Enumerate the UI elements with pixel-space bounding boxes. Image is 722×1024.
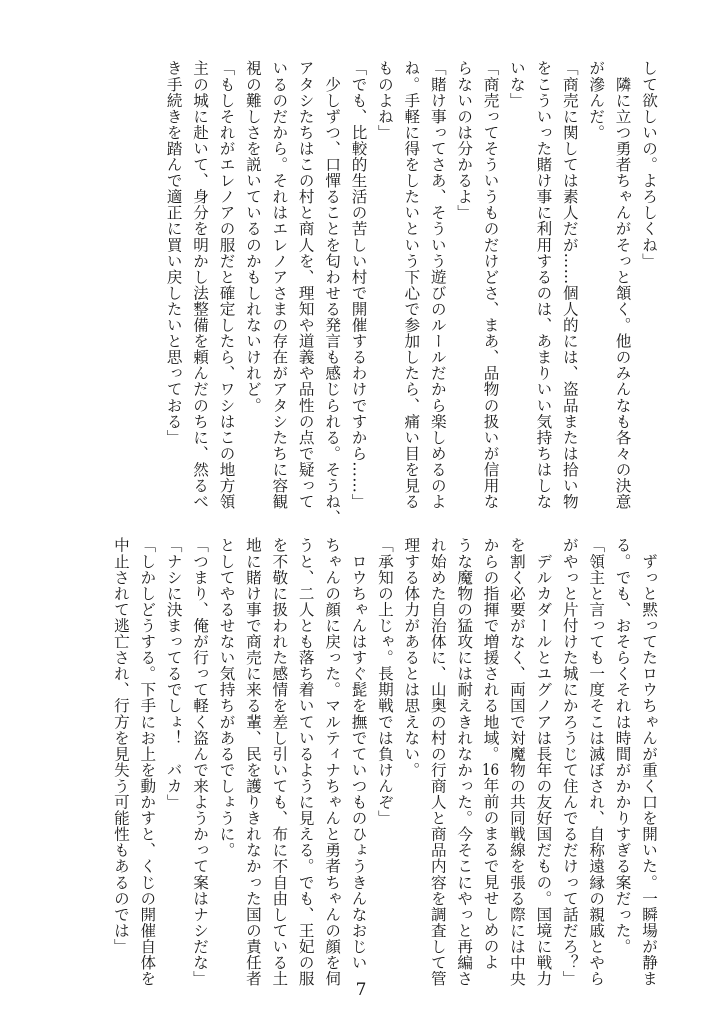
text-column: 地に賭け事で商売に来る輩、民を護りきれなかった国の責任者 <box>243 537 262 987</box>
text-column: 「商売に関しては素人だが……個人的には、盗品または拾い物 <box>560 60 579 510</box>
text-column: ね。手軽に得をしたいという下心で参加したら、痛い目を見る <box>402 60 421 510</box>
text-column: 「賭け事ってさあ、そういう遊びのルールだから楽しめるのよ <box>428 60 447 510</box>
text-column: 「でも、比較的生活の苦しい村で開催するわけですから……」 <box>349 60 368 510</box>
text-column: らないのは分かるよ」 <box>455 60 474 221</box>
text-column: 「つまり、俺が行って軽く盗んで来ようかって案はナシだな」 <box>191 537 210 987</box>
text-column: れ始めた自治体に、山奥の村の行商人と商品内容を調査して管 <box>428 537 447 987</box>
text-column: からの指揮で増援される地域。16年前のまるで見せしめのよ <box>481 537 500 970</box>
text-column: る。でも、おそらくそれは時間がかかりすぎる案だった。 <box>613 537 632 955</box>
text-column: いるのだから。それはエレノアさまの存在がアタシたちに容観 <box>270 60 289 510</box>
page-number: 7 <box>355 980 367 1000</box>
upper-text-block <box>62 60 662 526</box>
lower-text-block <box>62 537 662 987</box>
text-column: して欲しいの。よろしくね」 <box>640 60 658 269</box>
text-column: ものよね」 <box>375 60 394 141</box>
text-column: 「しかしどうする。下手にお上を動かすと、くじの開催自体を <box>138 537 157 987</box>
text-column: をこういった賭け事に利用するのは、あまりいい気持ちはしな <box>534 60 553 510</box>
text-column: 主の城に赴いて、身分を明かし法整備を頼んだのちに、然るべ <box>191 60 210 510</box>
text-column: が滲んだ。 <box>587 60 606 141</box>
text-column: うと、二人とも落ち着いているように見える。でも、王妃の服 <box>296 537 315 987</box>
text-column: アタシたちはこの村と商人を、理知や道義や品性の点で疑って <box>296 60 315 510</box>
text-column: き手続きを踏んで適正に買い戻したいと思っておる」 <box>164 60 183 446</box>
text-column: を割く必要がなく、両国で対魔物の共同戦線を張る際には中央 <box>507 537 526 987</box>
text-column: ずっと黙ってたロウちゃんが重く口を開いた。一瞬場が静ま <box>640 537 658 987</box>
text-column: がやっと片付けた城にかろうじて住んでるだけって話だろ？」 <box>560 537 579 987</box>
text-column: いな」 <box>507 60 526 109</box>
text-column: 「ナシに決まってるでしょ！ バカ」 <box>164 537 183 810</box>
text-column: 「承知の上じゃ。長期戦では負けんぞ」 <box>375 537 394 826</box>
text-column: ロウちゃんはすぐ髭を撫でていつものひょうきんなおじい <box>349 537 368 971</box>
text-column: 中止されて逃亡され、行方を見失う可能性もあるのでは」 <box>111 537 130 955</box>
text-column: 隣に立つ勇者ちゃんがそっと頷く。他のみんなも各々の決意 <box>613 60 632 510</box>
text-column: としてやるせない気持ちがあるでしょうに。 <box>217 537 236 858</box>
text-column: 「領主と言っても一度そこは滅ぼされ、自称遠縁の親戚とやら <box>587 537 606 987</box>
text-column: ちゃんの顔に戻った。マルティナちゃんと勇者ちゃんの顔を伺 <box>323 537 342 987</box>
text-column: を不敬に扱われた感情を差し引いても、布に不自由している土 <box>270 537 289 987</box>
text-column: うな魔物の猛攻には耐えきれなかった。今そこにやっと再編さ <box>455 537 474 987</box>
text-column: 「もしそれがエレノアの服だと確定したら、ワシはこの地方領 <box>217 60 236 510</box>
text-column: 「商売ってそういうものだけどさ、まあ、品物の扱いが信用な <box>481 60 500 510</box>
text-column: 少しずつ、口憚ることを匂わせる発言も感じられる。そうね、 <box>323 60 342 526</box>
text-column: 視の難しさを説いているのかもしれないけれど。 <box>243 60 262 414</box>
text-column: デルカダールとユグノアは長年の友好国だもの。国境に戦力 <box>534 537 553 987</box>
text-column: 理する体力があるとは思えない。 <box>402 537 421 778</box>
